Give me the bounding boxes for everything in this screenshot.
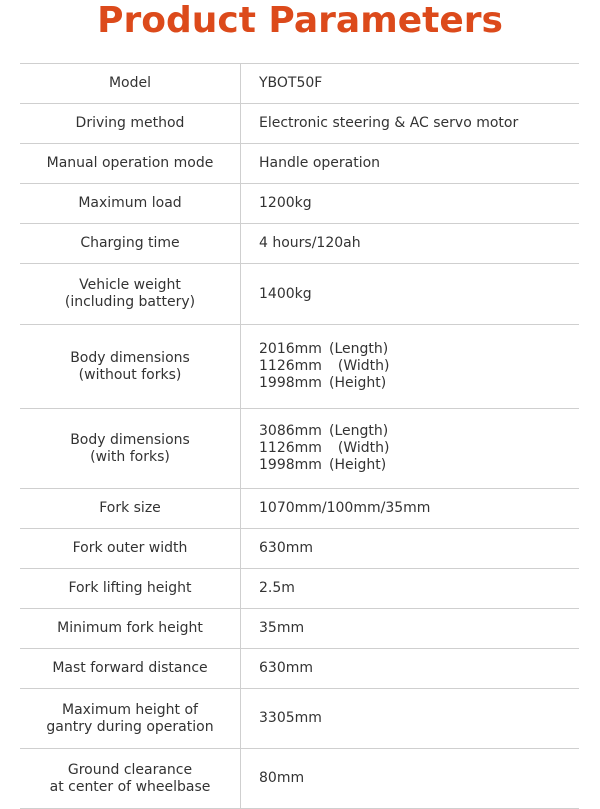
dimension-line bbox=[259, 457, 579, 474]
param-label: Fork size bbox=[20, 489, 241, 529]
param-label: Body dimensions (without forks) bbox=[20, 325, 241, 409]
param-label: Mast forward distance bbox=[20, 649, 241, 689]
parameters-table bbox=[20, 63, 579, 809]
param-value: 1070mm/100mm/35mm bbox=[241, 489, 580, 529]
dimension-value: 1998mm bbox=[259, 375, 322, 391]
table-row bbox=[20, 224, 579, 264]
param-value: Electronic steering & AC servo motor bbox=[241, 104, 580, 144]
param-label: Charging time bbox=[20, 224, 241, 264]
param-value: 2.5m bbox=[241, 569, 580, 609]
table-row bbox=[20, 184, 579, 224]
table-row bbox=[20, 489, 579, 529]
param-label: Manual operation mode bbox=[20, 144, 241, 184]
param-value: 1200kg bbox=[241, 184, 580, 224]
param-label: Driving method bbox=[20, 104, 241, 144]
param-value: 630mm bbox=[241, 649, 580, 689]
param-value-dimensions bbox=[241, 409, 580, 489]
table-row bbox=[20, 649, 579, 689]
dimension-unit: (Height) bbox=[329, 457, 387, 473]
table-row bbox=[20, 409, 579, 489]
param-value: Handle operation bbox=[241, 144, 580, 184]
param-label: Vehicle weight (including battery) bbox=[20, 264, 241, 325]
param-label: Maximum load bbox=[20, 184, 241, 224]
param-value: 630mm bbox=[241, 529, 580, 569]
dimension-value: 1998mm bbox=[259, 457, 322, 473]
table-row bbox=[20, 569, 579, 609]
table-row bbox=[20, 689, 579, 749]
param-label: Minimum fork height bbox=[20, 609, 241, 649]
param-label: Ground clearance at center of wheelbase bbox=[20, 749, 241, 809]
dimension-unit: (Length) bbox=[329, 423, 389, 439]
dimension-value: 3086mm bbox=[259, 423, 322, 439]
param-value: 1400kg bbox=[241, 264, 580, 325]
table-row bbox=[20, 144, 579, 184]
table-row bbox=[20, 325, 579, 409]
dimension-unit: (Height) bbox=[329, 375, 387, 391]
dimension-line bbox=[259, 341, 579, 358]
page-title: Product Parameters bbox=[97, 0, 503, 41]
param-label: Body dimensions (with forks) bbox=[20, 409, 241, 489]
dimension-value: 1126mm bbox=[259, 358, 322, 374]
param-value: 4 hours/120ah bbox=[241, 224, 580, 264]
table-row bbox=[20, 104, 579, 144]
param-value: 35mm bbox=[241, 609, 580, 649]
dimension-line bbox=[259, 358, 579, 375]
dimension-line bbox=[259, 440, 579, 457]
param-label: Model bbox=[20, 64, 241, 104]
table-row bbox=[20, 609, 579, 649]
table-row bbox=[20, 264, 579, 325]
param-value: YBOT50F bbox=[241, 64, 580, 104]
table-row bbox=[20, 64, 579, 104]
param-value: 80mm bbox=[241, 749, 580, 809]
param-value-dimensions bbox=[241, 325, 580, 409]
dimension-unit: (Width) bbox=[329, 440, 390, 456]
dimension-unit: (Length) bbox=[329, 341, 389, 357]
dimension-unit: (Width) bbox=[329, 358, 390, 374]
param-label: Maximum height of gantry during operation bbox=[20, 689, 241, 749]
dimension-line bbox=[259, 375, 579, 392]
dimension-value: 1126mm bbox=[259, 440, 322, 456]
dimension-line bbox=[259, 423, 579, 440]
param-label: Fork lifting height bbox=[20, 569, 241, 609]
param-value: 3305mm bbox=[241, 689, 580, 749]
table-row bbox=[20, 529, 579, 569]
param-label: Fork outer width bbox=[20, 529, 241, 569]
dimension-value: 2016mm bbox=[259, 341, 322, 357]
